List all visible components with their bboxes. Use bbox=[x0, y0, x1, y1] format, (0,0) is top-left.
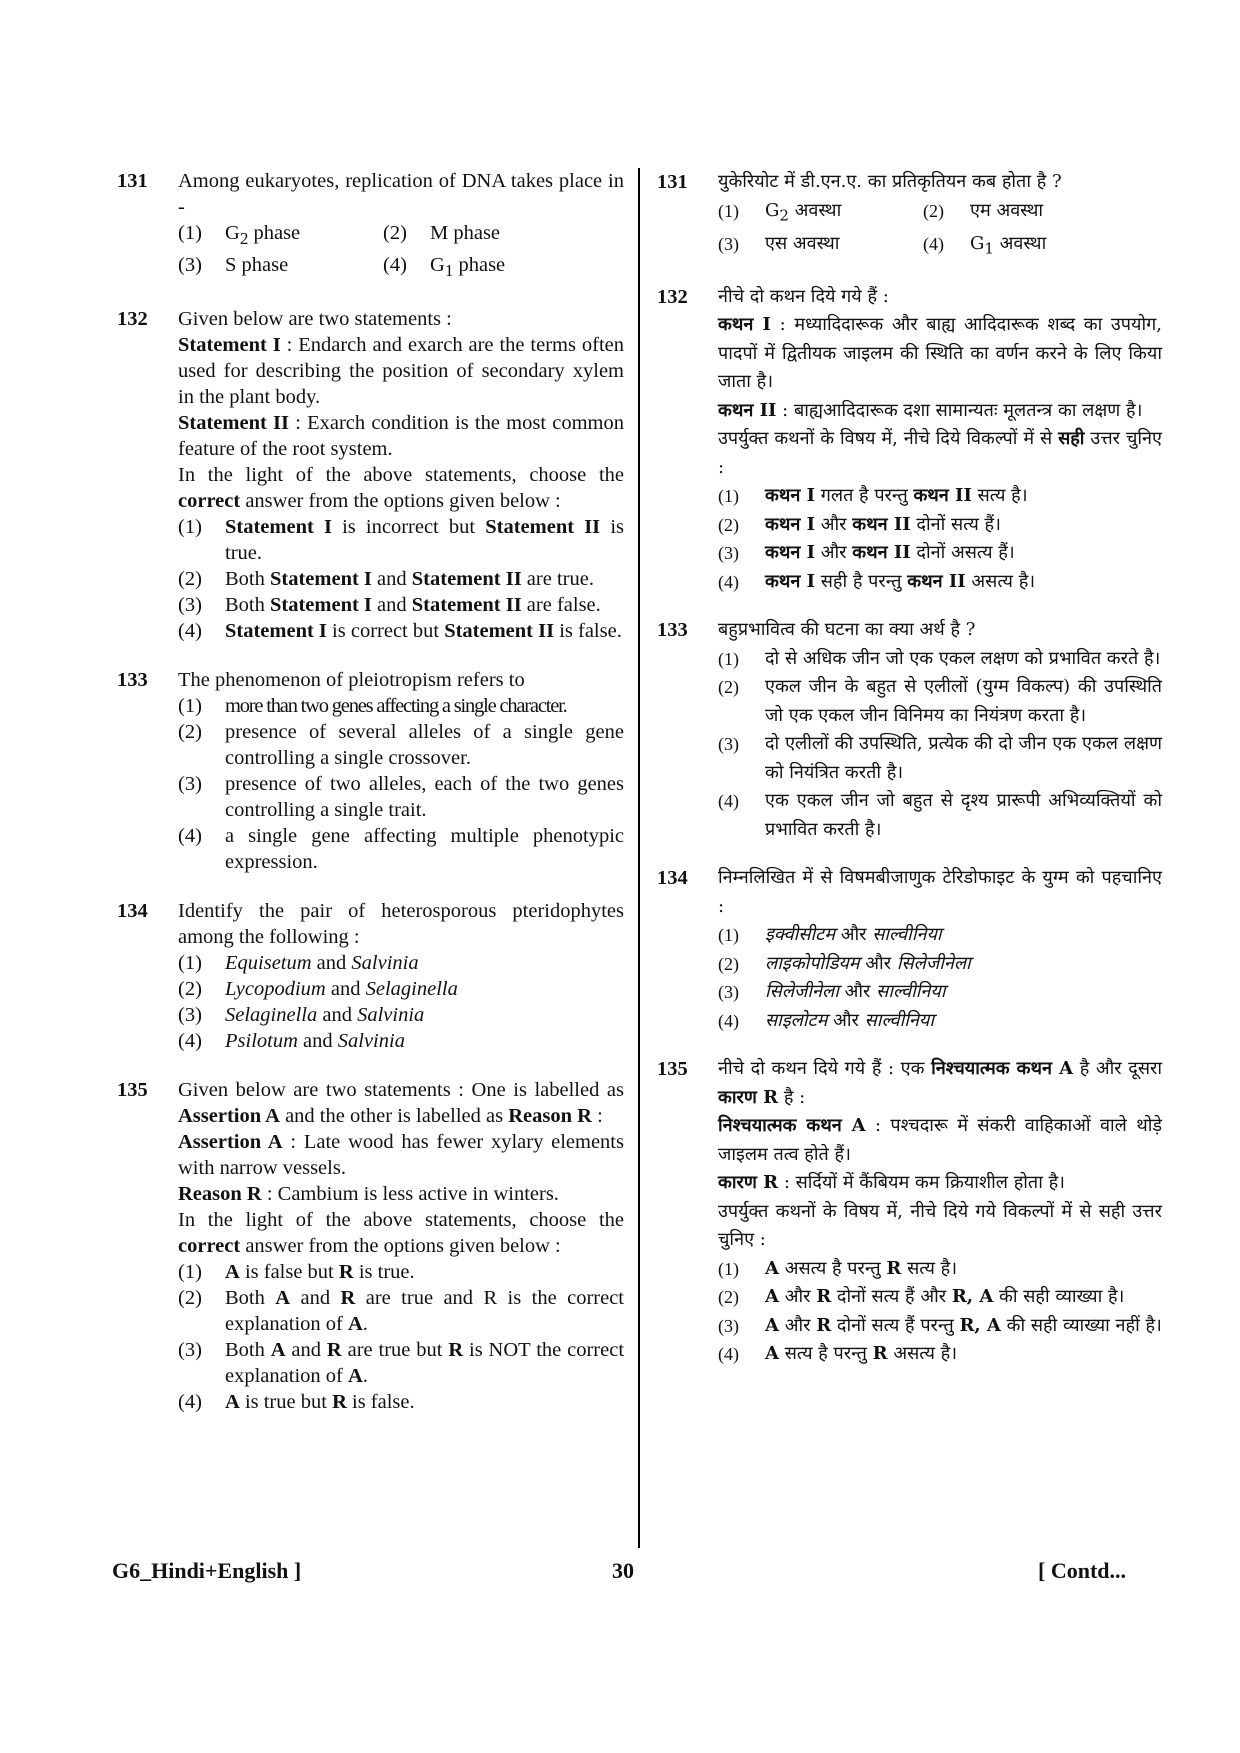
instruction-text: उपर्युक्त कथनों के विषय में, नीचे दिये विकल्पों में से bbox=[718, 428, 1059, 450]
question-intro bbox=[718, 1055, 1162, 1112]
bold-text: Statement I bbox=[270, 594, 372, 617]
bold-text: Statement I bbox=[270, 568, 372, 591]
option-text: and bbox=[285, 1339, 327, 1362]
option-label: (4) bbox=[178, 1391, 202, 1414]
option-1[interactable] bbox=[178, 514, 624, 566]
option-3[interactable] bbox=[178, 771, 624, 823]
bold-text: Statement I bbox=[225, 620, 327, 643]
bold-text: कथन II bbox=[907, 570, 966, 592]
bold-text: Statement II bbox=[444, 620, 555, 643]
statement-label: Statement II bbox=[178, 412, 289, 435]
option-text: असत्य है परन्तु bbox=[778, 1257, 887, 1279]
bold-text: R bbox=[872, 1343, 888, 1365]
subscript: 1 bbox=[984, 239, 994, 258]
option-1[interactable] bbox=[178, 220, 383, 252]
option-text: are true but bbox=[341, 1339, 449, 1362]
assertion-label: Assertion A bbox=[178, 1131, 283, 1154]
bold-text: कथन I bbox=[765, 542, 816, 564]
option-text: is false but bbox=[239, 1261, 339, 1284]
option-text: की सही व्याख्या है। bbox=[993, 1286, 1125, 1308]
intro-text: Given below are two statements : One is labelled as bbox=[178, 1079, 624, 1102]
option-text: असत्य है। bbox=[887, 1343, 958, 1365]
species-name: सिलेजीनेला bbox=[896, 952, 971, 974]
bold-text: R, A bbox=[951, 1286, 994, 1308]
question-131-en bbox=[112, 168, 624, 284]
options-grid bbox=[178, 220, 624, 284]
option-text: दो से अधिक जीन जो एक एकल लक्षण को प्रभावित करते है। bbox=[765, 647, 1161, 669]
bold-text: R bbox=[326, 1339, 342, 1362]
option-text: दोनों सत्य हैं परन्तु bbox=[831, 1314, 960, 1336]
bold-text: निश्चयात्मक कथन A bbox=[931, 1058, 1074, 1080]
bold-text: Statement I bbox=[225, 516, 332, 539]
option-1[interactable] bbox=[718, 482, 1162, 511]
option-label: (1) bbox=[718, 200, 739, 221]
bold-text: R, A bbox=[959, 1314, 1001, 1336]
option-text: G bbox=[970, 232, 985, 254]
option-label: (4) bbox=[923, 233, 944, 254]
option-text: Both bbox=[225, 568, 270, 591]
option-text: और bbox=[778, 1314, 817, 1336]
statement-text: : मध्यादिदारूक और बाह्य आदिदारूक शब्द का उपयोग, पादपों में द्वितीयक जाइलम की स्थिति का वर्णन करने के लिए किया जाता है। bbox=[718, 314, 1162, 393]
option-text: सही है परन्तु bbox=[815, 570, 908, 592]
option-2[interactable] bbox=[178, 976, 624, 1002]
option-text: are true. bbox=[521, 568, 594, 591]
option-label: (4) bbox=[718, 791, 739, 812]
assertion bbox=[718, 1112, 1162, 1169]
bold-text: कथन I bbox=[765, 513, 816, 535]
option-label: (3) bbox=[718, 982, 739, 1003]
bold-text: A bbox=[270, 1339, 286, 1362]
species-name: साल्वीनिया bbox=[864, 1009, 934, 1031]
question-number: 135 bbox=[117, 1079, 148, 1102]
option-label: (4) bbox=[718, 571, 739, 592]
options-grid bbox=[718, 197, 1162, 263]
question-stem: निम्नलिखित में से विषमबीजाणुक टेरिडोफाइट के युग्म को पहचानिए : bbox=[718, 867, 1162, 917]
bold-text: A bbox=[765, 1286, 779, 1308]
conjunction: and bbox=[317, 1004, 358, 1027]
option-2[interactable] bbox=[178, 719, 624, 771]
intro-text: है और दूसरा bbox=[1073, 1058, 1163, 1080]
reason bbox=[718, 1169, 1162, 1198]
option-label: (2) bbox=[383, 222, 407, 244]
question-number: 132 bbox=[117, 308, 148, 331]
question-intro: नीचे दो कथन दिये गये हैं : bbox=[718, 285, 889, 307]
assertion-label: निश्चयात्मक कथन A bbox=[718, 1115, 866, 1137]
option-text: is false. bbox=[554, 620, 622, 643]
option-label: (1) bbox=[718, 1258, 739, 1279]
bold-text: R bbox=[338, 1261, 354, 1284]
bold-text: कथन II bbox=[852, 513, 911, 535]
option-4[interactable] bbox=[178, 1389, 624, 1415]
option-2[interactable] bbox=[178, 566, 624, 592]
option-text: G bbox=[430, 254, 445, 277]
option-text: is NOT the correct explanation of bbox=[225, 1339, 625, 1388]
option-text: G bbox=[225, 222, 240, 244]
option-2[interactable] bbox=[923, 197, 1173, 230]
question-number: 134 bbox=[117, 900, 148, 923]
instruction-text: answer from the options given below : bbox=[240, 490, 561, 513]
bold-text: Statement II bbox=[485, 516, 601, 539]
statement-1 bbox=[178, 332, 624, 410]
option-text: सत्य है परन्तु bbox=[778, 1343, 873, 1365]
statement-text: : Endarch and exarch are the terms often used for describing the position of secondary xylem in the plant body. bbox=[178, 334, 624, 409]
question-number: 132 bbox=[657, 285, 688, 308]
option-text: दोनों सत्य हैं। bbox=[910, 513, 1001, 535]
choose-instruction: उपर्युक्त कथनों के विषय में, नीचे दिये गये विकल्पों में से सही उत्तर चुनिए : bbox=[718, 1200, 1162, 1251]
option-1[interactable] bbox=[718, 197, 923, 230]
option-label: (2) bbox=[178, 721, 202, 744]
question-stem: युकेरियोट में डी.एन.ए. का प्रतिकृतियन कब होता है ? bbox=[718, 171, 1062, 192]
species-name: इक्वीसीटम bbox=[765, 924, 835, 946]
assertion-text: : Late wood has fewer xylary elements with narrow vessels. bbox=[178, 1131, 624, 1180]
option-text: दो एलीलों की उपस्थिति, प्रत्येक की दो जीन एक एकल लक्षण को नियंत्रित करती है। bbox=[765, 733, 1162, 783]
option-4[interactable] bbox=[178, 823, 624, 875]
bold-text: R bbox=[886, 1257, 902, 1279]
question-intro bbox=[178, 1077, 624, 1129]
species-name: सिलेजीनेला bbox=[765, 981, 839, 1003]
species-name: Salvinia bbox=[351, 952, 419, 975]
bold-text: कारण R bbox=[718, 1086, 779, 1108]
subscript: 1 bbox=[444, 261, 454, 281]
option-text: is correct but bbox=[326, 620, 445, 643]
question-stem: The phenomenon of pleiotropism refers to bbox=[178, 669, 525, 692]
option-label: (3) bbox=[718, 734, 739, 755]
species-name: साल्वीनिया bbox=[876, 981, 946, 1003]
option-text: S phase bbox=[225, 254, 289, 277]
option-3[interactable] bbox=[718, 230, 923, 263]
option-label: (1) bbox=[178, 1261, 202, 1284]
english-column bbox=[112, 168, 624, 1415]
option-label: (1) bbox=[718, 925, 739, 946]
question-number: 131 bbox=[117, 170, 148, 192]
intro-text: नीचे दो कथन दिये गये हैं : एक bbox=[718, 1058, 932, 1080]
option-text: M phase bbox=[430, 222, 501, 244]
option-label: (3) bbox=[178, 254, 202, 277]
bold-text: Reason R bbox=[508, 1105, 592, 1128]
option-text: phase bbox=[453, 254, 506, 277]
option-text: Both bbox=[225, 1339, 271, 1362]
option-text: Both bbox=[225, 594, 270, 617]
option-text: गलत है परन्तु bbox=[815, 485, 914, 507]
option-text: is false. bbox=[346, 1391, 415, 1414]
instruction-text: In the light of the above statements, choose the bbox=[178, 1209, 624, 1232]
question-132-hi bbox=[652, 283, 1162, 597]
option-text: presence of several alleles of a single gene controlling a single crossover. bbox=[225, 721, 624, 770]
question-number: 133 bbox=[117, 669, 148, 692]
option-text: is incorrect but bbox=[331, 516, 486, 539]
option-2[interactable] bbox=[718, 511, 1162, 540]
bold-text: A bbox=[765, 1314, 779, 1336]
option-2[interactable] bbox=[383, 220, 633, 252]
question-132-en bbox=[112, 306, 624, 644]
question-stem: Identify the pair of heterosporous pteridophytes among the following : bbox=[178, 900, 624, 949]
option-1[interactable] bbox=[178, 1259, 624, 1285]
intro-text: : bbox=[591, 1105, 603, 1128]
reason-label: Reason R bbox=[178, 1183, 262, 1206]
option-4[interactable] bbox=[178, 1028, 624, 1054]
statement-label: Statement I bbox=[178, 334, 281, 357]
option-label: (4) bbox=[718, 1010, 739, 1031]
reason-text: : Cambium is less active in winters. bbox=[261, 1183, 559, 1206]
question-stem: Among eukaryotes, replication of DNA takes place in - bbox=[178, 170, 624, 218]
option-label: (1) bbox=[178, 695, 202, 718]
option-text: की सही व्याख्या नहीं है। bbox=[1000, 1314, 1162, 1336]
reason-text: : सर्दियों में कैंबियम कम क्रियाशील होता है। bbox=[778, 1172, 1065, 1194]
option-text: and bbox=[371, 568, 412, 591]
bold-text: R bbox=[340, 1287, 356, 1310]
statement-1 bbox=[718, 311, 1162, 397]
hindi-column bbox=[652, 168, 1162, 1369]
bold-text: A bbox=[765, 1343, 779, 1365]
species-name: Salvinia bbox=[357, 1004, 425, 1027]
option-2[interactable] bbox=[718, 673, 1162, 730]
bold-text: R bbox=[448, 1339, 464, 1362]
option-text: . bbox=[362, 1313, 368, 1336]
option-text: more than two genes affecting a single character. bbox=[225, 695, 567, 718]
option-1[interactable] bbox=[178, 693, 624, 719]
option-text: और bbox=[778, 1286, 817, 1308]
option-label: (2) bbox=[718, 677, 739, 698]
option-label: (1) bbox=[178, 222, 202, 244]
statement-text: : बाह्यआदिदारूक दशा सामान्यतः मूलतन्त्र का लक्षण है। bbox=[776, 399, 1143, 421]
option-text: and bbox=[290, 1287, 341, 1310]
option-text: सत्य है। bbox=[901, 1257, 958, 1279]
option-text: और bbox=[815, 513, 853, 535]
option-label: (3) bbox=[178, 594, 202, 617]
instruction-text: उत्तर चुनिए : bbox=[718, 428, 1162, 478]
footer-continued: [ Contd... bbox=[1038, 1558, 1127, 1583]
correct-word: correct bbox=[178, 1235, 241, 1258]
option-4[interactable] bbox=[718, 1007, 1162, 1036]
bold-text: A bbox=[225, 1261, 240, 1284]
option-label: (2) bbox=[178, 568, 202, 591]
option-label: (2) bbox=[923, 200, 944, 221]
option-3[interactable] bbox=[178, 252, 383, 284]
option-1[interactable] bbox=[718, 1255, 1162, 1284]
option-label: (1) bbox=[178, 952, 202, 975]
species-name: लाइकोपोडियम bbox=[765, 952, 860, 974]
option-3[interactable] bbox=[178, 592, 624, 618]
conjunction: और bbox=[827, 1009, 865, 1031]
statement-label: कथन I bbox=[718, 314, 771, 336]
question-131-hi bbox=[652, 168, 1162, 263]
option-text: दोनों सत्य हैं और bbox=[831, 1286, 952, 1308]
statement-text: : Exarch condition is the most common feature of the root system. bbox=[178, 412, 624, 461]
option-3[interactable] bbox=[718, 1312, 1162, 1341]
option-label: (1) bbox=[718, 486, 739, 507]
option-3[interactable] bbox=[718, 539, 1162, 568]
bold-text: कथन I bbox=[765, 570, 816, 592]
option-4[interactable] bbox=[178, 618, 624, 644]
species-name: Salvinia bbox=[337, 1030, 405, 1053]
option-text: . bbox=[362, 1365, 368, 1388]
subscript: 2 bbox=[779, 206, 789, 225]
intro-text: and the other is labelled as bbox=[279, 1105, 509, 1128]
bold-text: A bbox=[347, 1313, 363, 1336]
question-number: 134 bbox=[657, 867, 688, 890]
correct-word: सही bbox=[1058, 428, 1085, 450]
option-4[interactable] bbox=[923, 230, 1173, 263]
intro-text: है : bbox=[778, 1086, 806, 1108]
bold-text: कथन I bbox=[765, 485, 816, 507]
option-2[interactable] bbox=[718, 950, 1162, 979]
option-label: (3) bbox=[178, 1004, 202, 1027]
option-label: (3) bbox=[178, 1339, 202, 1362]
option-label: (3) bbox=[718, 233, 739, 254]
bold-text: कथन II bbox=[913, 485, 972, 507]
correct-word: correct bbox=[178, 490, 241, 513]
option-text: अवस्था bbox=[788, 199, 842, 221]
option-text: is true. bbox=[225, 516, 624, 565]
question-number: 135 bbox=[657, 1058, 688, 1081]
question-135-en bbox=[112, 1077, 624, 1415]
question-stem: बहुप्रभावित्व की घटना का क्या अर्थ है ? bbox=[718, 619, 976, 641]
option-4[interactable] bbox=[718, 568, 1162, 597]
option-text: सत्य है। bbox=[971, 485, 1028, 507]
instruction-text: answer from the options given below : bbox=[240, 1235, 561, 1258]
species-name: Selaginella bbox=[365, 978, 458, 1001]
option-label: (1) bbox=[718, 648, 739, 669]
footer-booklet-code: G6_Hindi+English ] bbox=[112, 1558, 302, 1583]
bold-text: कथन II bbox=[852, 542, 911, 564]
option-3[interactable] bbox=[718, 978, 1162, 1007]
column-divider bbox=[638, 168, 640, 1548]
option-1[interactable] bbox=[178, 950, 624, 976]
choose-instruction bbox=[718, 425, 1162, 482]
question-135-hi bbox=[652, 1055, 1162, 1369]
reason-label: कारण R bbox=[718, 1172, 779, 1194]
option-text: और bbox=[815, 542, 853, 564]
bold-text: A bbox=[347, 1365, 363, 1388]
question-134-hi bbox=[652, 864, 1162, 1035]
option-label: (4) bbox=[178, 620, 202, 643]
option-text: दोनों असत्य हैं। bbox=[910, 542, 1015, 564]
option-text: G bbox=[765, 199, 780, 221]
page-number: 30 bbox=[612, 1558, 634, 1583]
species-name: साइलोटम bbox=[765, 1009, 828, 1031]
option-text: a single gene affecting multiple phenotypic expression. bbox=[225, 825, 624, 874]
option-2[interactable] bbox=[178, 1285, 624, 1337]
option-label: (4) bbox=[383, 254, 407, 277]
assertion-text: : पश्चदारू में संकरी वाहिकाओं वाले थोड़े जाइलम तत्व होते हैं। bbox=[718, 1115, 1162, 1165]
species-name: साल्वीनिया bbox=[872, 924, 942, 946]
reason bbox=[178, 1181, 624, 1207]
option-text: is true. bbox=[353, 1261, 415, 1284]
option-text: are true and R is the correct explanation of bbox=[225, 1287, 624, 1336]
conjunction: and bbox=[325, 978, 366, 1001]
bold-text: A bbox=[275, 1287, 291, 1310]
option-text: phase bbox=[248, 222, 301, 244]
option-text: is true but bbox=[239, 1391, 333, 1414]
option-2[interactable] bbox=[718, 1283, 1162, 1312]
bold-text: R bbox=[332, 1391, 347, 1414]
question-number: 133 bbox=[657, 619, 688, 642]
option-1[interactable] bbox=[718, 921, 1162, 950]
option-text: असत्य है। bbox=[965, 570, 1036, 592]
option-text: Both bbox=[225, 1287, 276, 1310]
option-text: एक एकल जीन जो बहुत से दृश्य प्रारूपी अभिव्यक्तियों को प्रभावित करती है। bbox=[765, 790, 1162, 840]
bold-text: R bbox=[816, 1286, 832, 1308]
conjunction: और bbox=[859, 952, 897, 974]
statement-label: कथन II bbox=[718, 399, 777, 421]
question-number: 131 bbox=[657, 171, 688, 193]
bold-text: Statement II bbox=[411, 594, 522, 617]
species-name: Equisetum bbox=[225, 952, 312, 975]
bold-text: Statement II bbox=[411, 568, 522, 591]
bold-text: Assertion A bbox=[178, 1105, 280, 1128]
question-133-en bbox=[112, 667, 624, 875]
species-name: Psilotum bbox=[225, 1030, 298, 1053]
assertion bbox=[178, 1129, 624, 1181]
option-label: (2) bbox=[718, 1287, 739, 1308]
option-text: अवस्था bbox=[993, 232, 1047, 254]
option-3[interactable] bbox=[178, 1002, 624, 1028]
option-1[interactable] bbox=[718, 645, 1162, 674]
instruction-text: In the light of the above statements, choose the bbox=[178, 464, 624, 487]
option-label: (2) bbox=[178, 978, 202, 1001]
option-label: (4) bbox=[718, 1344, 739, 1365]
question-intro: Given below are two statements : bbox=[178, 308, 452, 331]
option-label: (3) bbox=[178, 773, 202, 796]
statement-2 bbox=[178, 410, 624, 462]
conjunction: और bbox=[838, 981, 877, 1003]
option-3[interactable] bbox=[718, 730, 1162, 787]
option-label: (3) bbox=[718, 1315, 739, 1336]
question-133-hi bbox=[652, 616, 1162, 844]
option-text: एस अवस्था bbox=[765, 232, 840, 254]
option-text: एम अवस्था bbox=[970, 199, 1044, 221]
species-name: Lycopodium bbox=[225, 978, 326, 1001]
species-name: Selaginella bbox=[225, 1004, 318, 1027]
option-label: (2) bbox=[718, 514, 739, 535]
option-3[interactable] bbox=[178, 1337, 624, 1389]
choose-instruction bbox=[178, 1207, 624, 1259]
bold-text: R bbox=[816, 1314, 832, 1336]
option-label: (2) bbox=[718, 953, 739, 974]
option-text: are false. bbox=[521, 594, 601, 617]
conjunction: and bbox=[297, 1030, 338, 1053]
option-label: (3) bbox=[718, 543, 739, 564]
conjunction: and bbox=[311, 952, 352, 975]
option-label: (4) bbox=[178, 1030, 202, 1053]
bold-text: A bbox=[225, 1391, 240, 1414]
option-text: एकल जीन के बहुत से एलीलों (युग्म विकल्प) की उपस्थिति जो एक एकल जीन विनिमय का नियंत्रण करता है। bbox=[765, 676, 1162, 726]
bold-text: A bbox=[765, 1257, 779, 1279]
option-text: and bbox=[371, 594, 412, 617]
choose-instruction bbox=[178, 462, 624, 514]
option-4[interactable] bbox=[383, 252, 633, 284]
conjunction: और bbox=[834, 924, 873, 946]
subscript: 2 bbox=[239, 229, 249, 249]
question-134-en bbox=[112, 898, 624, 1054]
option-label: (4) bbox=[178, 825, 202, 848]
statement-2 bbox=[718, 397, 1162, 426]
option-4[interactable] bbox=[718, 787, 1162, 844]
option-4[interactable] bbox=[718, 1340, 1162, 1369]
option-text: presence of two alleles, each of the two genes controlling a single trait. bbox=[225, 773, 624, 822]
option-label: (1) bbox=[178, 516, 202, 539]
option-label: (2) bbox=[178, 1287, 202, 1310]
